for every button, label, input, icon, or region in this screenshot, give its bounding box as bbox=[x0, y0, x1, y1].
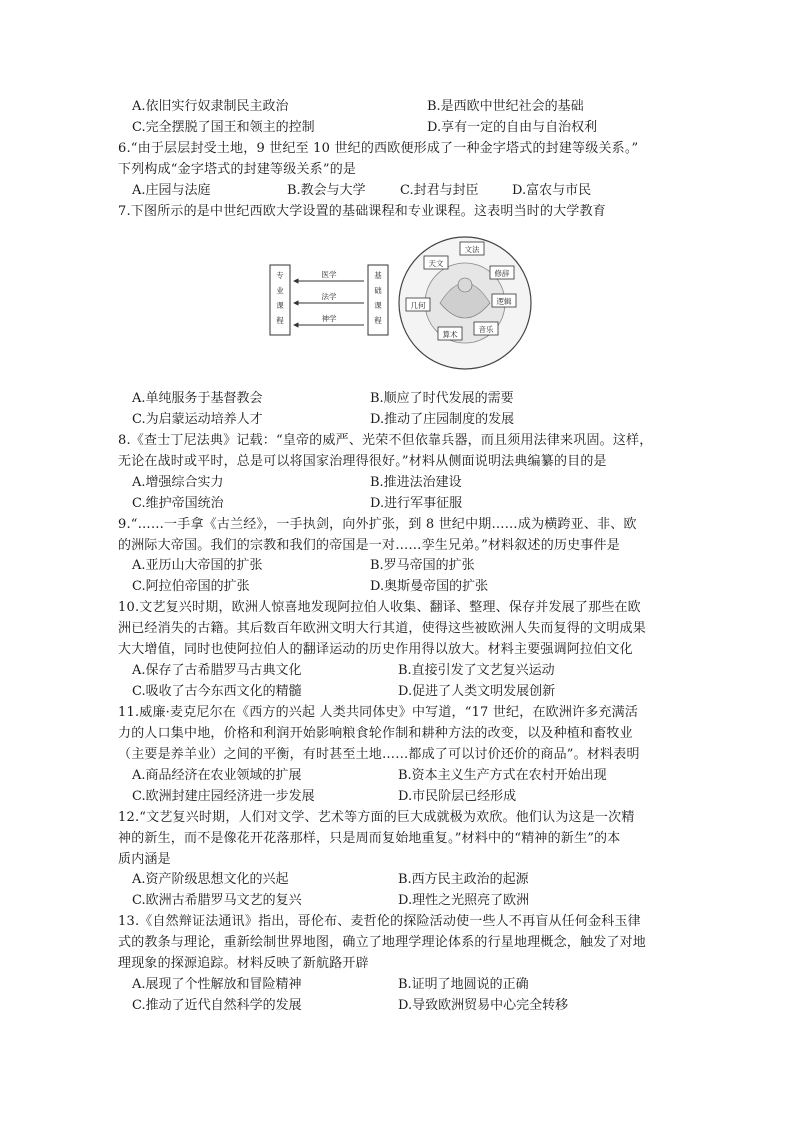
q7-stem-line-1: 7.下图所示的是中世纪西欧大学设置的基础课程和专业课程。这表明当时的大学教育 bbox=[118, 204, 607, 219]
q6-option-b: B.教会与大学 bbox=[287, 183, 366, 198]
arrow-label-theology: 神学 bbox=[321, 314, 337, 323]
q6-stem-line-1: 6.“由于层层封受土地，9 世纪至 10 世纪的西欧便形成了一种金字塔式的封建等级关系。” bbox=[118, 141, 639, 156]
q12-option-b: B.西方民主政治的起源 bbox=[398, 872, 529, 887]
q5-option-a: A.依旧实行奴隶制民主政治 bbox=[132, 99, 289, 114]
q13-option-c: C.推动了近代自然科学的发展 bbox=[132, 998, 302, 1013]
circle-item-label: 修辞 bbox=[494, 269, 510, 278]
circle-item-label: 文法 bbox=[464, 245, 480, 254]
q7-option-d: D.推动了庄园制度的发展 bbox=[370, 412, 515, 427]
circle-item-label: 算术 bbox=[442, 330, 458, 339]
q12-option-a: A.资产阶级思想文化的兴起 bbox=[132, 872, 289, 887]
q10-option-a: A.保存了古希腊罗马古典文化 bbox=[132, 663, 302, 678]
q12-stem-line-2: 神的新生，而不是像花开花落那样，只是周而复始地重复。”材料中的“精神的新生”的本 bbox=[118, 831, 621, 846]
q10-stem-line-3: 大大增值，同时也使阿拉伯人的翻译运动的历史作用得以放大。材料主要强调阿拉伯文化 bbox=[118, 642, 633, 657]
q7-option-a: A.单纯服务于基督教会 bbox=[132, 391, 263, 406]
q9-option-b: B.罗马帝国的扩张 bbox=[370, 558, 475, 573]
q11-stem-line-3: （主要是养羊业）之间的平衡，有时甚至土地……都成了可以讨价还价的商品”。材料表明 bbox=[118, 747, 640, 762]
q5-option-d: D.享有一定的自由与自治权利 bbox=[427, 120, 598, 135]
q9-option-d: D.奥斯曼帝国的扩张 bbox=[370, 579, 489, 594]
basic-course-label-2: 础 bbox=[374, 286, 382, 295]
arrow-label-law: 法学 bbox=[321, 292, 337, 301]
q12-option-c: C.欧洲古希腊罗马文艺的复兴 bbox=[132, 893, 302, 908]
circle-item-label: 天文 bbox=[428, 259, 444, 268]
curriculum-figure bbox=[118, 233, 678, 383]
q8-stem-line-1: 8.《查士丁尼法典》记载：“皇帝的威严、光荣不但依靠兵器，而且须用法律来巩固。这样， bbox=[118, 433, 653, 448]
q13-stem-line-1: 13.《自然辩证法通讯》指出，哥伦布、麦哲伦的探险活动使一些人不再盲从任何金科玉律 bbox=[118, 914, 641, 929]
professional-course-label-4: 程 bbox=[276, 316, 284, 325]
q11-option-a: A.商品经济在农业领域的扩展 bbox=[132, 768, 302, 783]
q11-stem-line-2: 力的人口集中地，价格和利润开始影响粮食轮作制和耕种方法的改变，以及种植和畜牧业 bbox=[118, 726, 633, 741]
q10-option-b: B.直接引发了文艺复兴运动 bbox=[398, 663, 555, 678]
curriculum-diagram bbox=[118, 233, 678, 383]
circle-item-label: 逻辑 bbox=[496, 297, 512, 306]
q5-option-c: C.完全摆脱了国王和领主的控制 bbox=[132, 120, 315, 135]
q13-option-a: A.展现了个性解放和冒险精神 bbox=[132, 977, 302, 992]
q11-option-c: C.欧洲封建庄园经济进一步发展 bbox=[132, 789, 315, 804]
q6-option-c: C.封君与封臣 bbox=[400, 183, 479, 198]
q9-option-c: C.阿拉伯帝国的扩张 bbox=[132, 579, 250, 594]
q11-option-b: B.资本主义生产方式在农村开始出现 bbox=[398, 768, 607, 783]
q13-option-b: B.证明了地圆说的正确 bbox=[398, 977, 529, 992]
arrow-label-medicine: 医学 bbox=[321, 270, 337, 279]
q6-option-a: A.庄园与法庭 bbox=[132, 183, 211, 198]
professional-course-label-1: 专 bbox=[276, 271, 284, 280]
q8-option-a: A.增强综合实力 bbox=[132, 475, 224, 490]
q12-stem-line-3: 质内涵是 bbox=[118, 852, 171, 867]
q8-stem-line-2: 无论在战时或平时，总是可以将国家治理得很好。”材料从侧面说明法典编纂的目的是 bbox=[118, 454, 607, 469]
q7-option-b: B.顺应了时代发展的需要 bbox=[370, 391, 514, 406]
q10-stem-line-2: 洲已经消失的古籍。其后数百年欧洲文明大行其道，使得这些被欧洲人失而复得的文明成果 bbox=[118, 621, 647, 636]
q11-stem-line-1: 11.威廉·麦克尼尔在《西方的兴起 人类共同体史》中写道，“17 世纪，在欧洲许多充满活 bbox=[118, 705, 639, 720]
q9-option-a: A.亚历山大帝国的扩张 bbox=[132, 558, 263, 573]
q10-stem-line-1: 10.文艺复兴时期，欧洲人惊喜地发现阿拉伯人收集、翻译、整理、保存并发展了那些在欧 bbox=[118, 600, 641, 615]
basic-course-label-3: 课 bbox=[374, 301, 382, 310]
q10-option-d: D.促进了人类文明发展创新 bbox=[398, 684, 556, 699]
q13-stem-line-2: 式的教条与理论，重新绘制世界地图，确立了地理学理论体系的行星地理概念，触发了对地 bbox=[118, 935, 647, 950]
q13-stem-line-3: 理现象的探源追踪。材料反映了新航路开辟 bbox=[118, 956, 369, 971]
q6-stem-line-2: 下列构成“金字塔式的封建等级关系”的是 bbox=[118, 162, 357, 177]
q12-option-d: D.理性之光照亮了欧洲 bbox=[398, 893, 530, 908]
circle-item-label: 几何 bbox=[410, 301, 426, 310]
professional-course-label-2: 业 bbox=[276, 286, 284, 295]
q8-option-d: D.进行军事征服 bbox=[370, 496, 463, 511]
q8-option-b: B.推进法治建设 bbox=[370, 475, 462, 490]
q11-option-d: D.市民阶层已经形成 bbox=[398, 789, 517, 804]
q8-option-c: C.维护帝国统治 bbox=[132, 496, 224, 511]
crown-icon bbox=[458, 278, 472, 292]
professional-course-label-3: 课 bbox=[276, 301, 284, 310]
q6-option-d: D.富农与市民 bbox=[512, 183, 592, 198]
basic-course-label-4: 程 bbox=[374, 316, 382, 325]
q12-stem-line-1: 12.“文艺复兴时期，人们对文学、艺术等方面的巨大成就极为欢欣。他们认为这是一次精 bbox=[118, 810, 635, 825]
basic-course-label-1: 基 bbox=[374, 271, 382, 280]
q13-option-d: D.导致欧洲贸易中心完全转移 bbox=[398, 998, 569, 1013]
q7-option-c: C.为启蒙运动培养人才 bbox=[132, 412, 263, 427]
circle-item-label: 音乐 bbox=[478, 325, 494, 334]
q9-stem-line-1: 9.“……一手拿《古兰经》，一手执剑，向外扩张，到 8 世纪中期……成为横跨亚、非、欧 bbox=[118, 517, 637, 532]
q9-stem-line-2: 的洲际大帝国。我们的宗教和我们的帝国是一对……孪生兄弟。”材料叙述的历史事件是 bbox=[118, 538, 620, 553]
q10-option-c: C.吸收了古今东西文化的精髓 bbox=[132, 684, 302, 699]
q5-option-b: B.是西欧中世纪社会的基础 bbox=[427, 99, 584, 114]
